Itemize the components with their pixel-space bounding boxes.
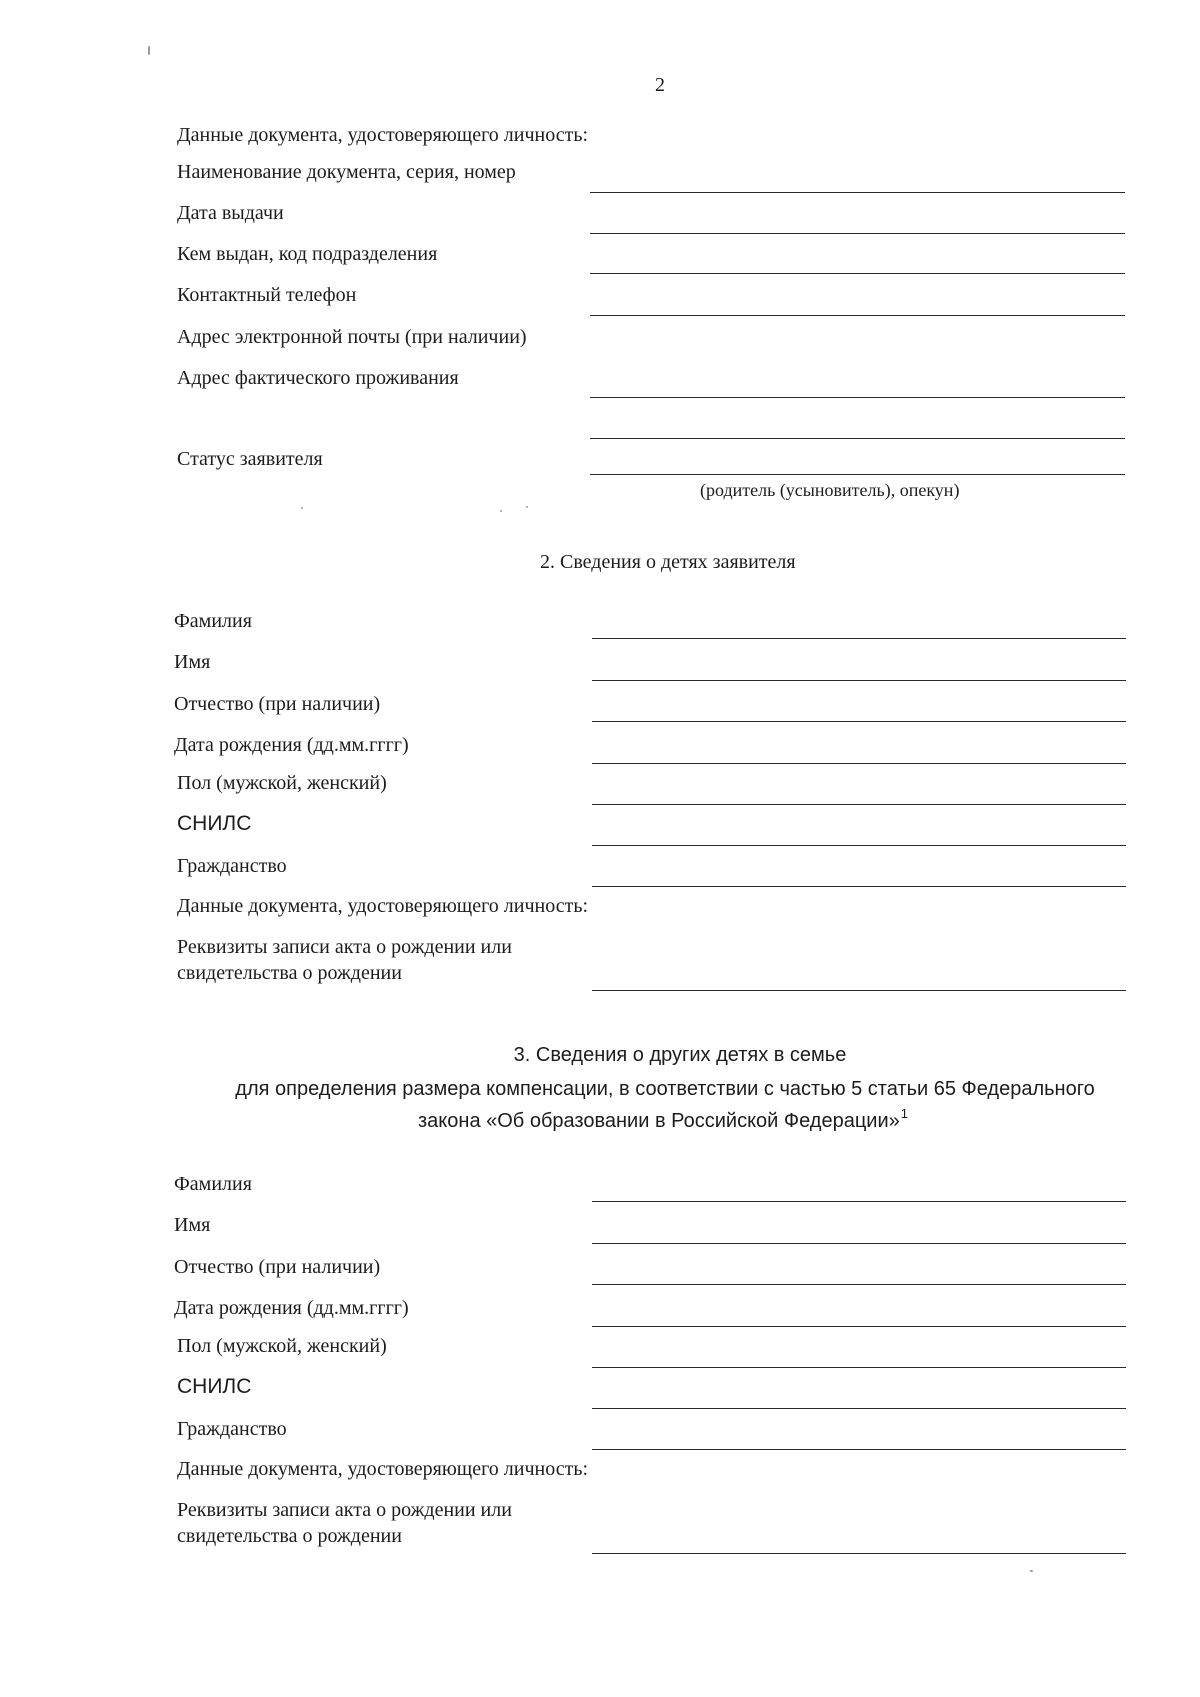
s2-citizenship-label: Гражданство xyxy=(177,855,287,877)
s3-patronymic-label: Отчество (при наличии) xyxy=(174,1256,381,1278)
footnote-mark: 1 xyxy=(900,1106,908,1121)
doc-name-field[interactable] xyxy=(590,192,1125,193)
s3-birthdate-label: Дата рождения (дд.мм.гггг) xyxy=(174,1297,409,1319)
s2-sex-field[interactable] xyxy=(592,804,1126,805)
s2-patronymic-label: Отчество (при наличии) xyxy=(174,693,381,715)
s2-snils-field[interactable] xyxy=(592,845,1126,846)
email-label: Адрес электронной почты (при наличии) xyxy=(177,326,527,348)
status-hint: (родитель (усыновитель), опекун) xyxy=(700,480,960,500)
s2-birthdate-field[interactable] xyxy=(592,763,1126,764)
s3-name-label: Имя xyxy=(174,1214,211,1236)
issue-date-field[interactable] xyxy=(590,233,1125,234)
s2-citizenship-field[interactable] xyxy=(592,886,1126,887)
s2-name-label: Имя xyxy=(174,651,211,673)
s3-citizenship-field[interactable] xyxy=(592,1449,1126,1450)
s2-sex-label: Пол (мужской, женский) xyxy=(177,772,387,794)
status-label: Статус заявителя xyxy=(177,448,323,470)
section3-subtitle-line2: закона «Об образовании в Российской Федерации» xyxy=(418,1110,900,1132)
s3-snils-field[interactable] xyxy=(592,1408,1126,1409)
s2-birthdate-label: Дата рождения (дд.мм.гггг) xyxy=(174,734,409,756)
s3-sex-field[interactable] xyxy=(592,1367,1126,1368)
doc-name-label: Наименование документа, серия, номер xyxy=(177,161,516,183)
scan-speck xyxy=(526,506,528,508)
s3-surname-label: Фамилия xyxy=(174,1173,252,1195)
phone-label: Контактный телефон xyxy=(177,284,357,306)
phone-field[interactable] xyxy=(590,315,1125,316)
s3-id-doc-label: Данные документа, удостоверяющего личность: xyxy=(177,1458,589,1480)
issue-date-label: Дата выдачи xyxy=(177,202,284,224)
section3-subtitle-line1: для определения размера компенсации, в соответствии с частью 5 статьи 65 Федерального xyxy=(235,1078,1095,1100)
s2-name-field[interactable] xyxy=(592,680,1126,681)
s2-birth-record-label-line1: Реквизиты записи акта о рождении или xyxy=(177,936,512,958)
s2-birth-record-label-line2: свидетельства о рождении xyxy=(177,962,402,984)
scan-speck xyxy=(148,46,150,55)
applicant-id-doc-heading: Данные документа, удостоверяющего личность: xyxy=(177,124,589,146)
s2-surname-field[interactable] xyxy=(592,638,1126,639)
s2-birth-record-field[interactable] xyxy=(592,990,1126,991)
status-field[interactable] xyxy=(590,474,1125,475)
address-field-line-1[interactable] xyxy=(590,397,1125,398)
s3-snils-label: СНИЛС xyxy=(177,1375,252,1398)
s3-birth-record-label-line1: Реквизиты записи акта о рождении или xyxy=(177,1499,512,1521)
section3-subtitle-line2-wrap xyxy=(0,1102,1200,1133)
s3-citizenship-label: Гражданство xyxy=(177,1418,287,1440)
s3-birth-record-field[interactable] xyxy=(592,1553,1126,1554)
scan-speck xyxy=(301,507,303,509)
s3-sex-label: Пол (мужской, женский) xyxy=(177,1335,387,1357)
address-label: Адрес фактического проживания xyxy=(177,367,459,389)
s3-patronymic-field[interactable] xyxy=(592,1284,1126,1285)
s2-patronymic-field[interactable] xyxy=(592,721,1126,722)
s3-birthdate-field[interactable] xyxy=(592,1326,1126,1327)
s2-snils-label: СНИЛС xyxy=(177,812,252,835)
issued-by-label: Кем выдан, код подразделения xyxy=(177,243,438,265)
scan-speck xyxy=(500,510,502,512)
section3-title: 3. Сведения о других детях в семье xyxy=(513,1044,847,1066)
s3-surname-field[interactable] xyxy=(592,1201,1126,1202)
issued-by-field[interactable] xyxy=(590,273,1125,274)
s2-surname-label: Фамилия xyxy=(174,610,252,632)
page-number: 2 xyxy=(655,74,665,96)
s2-id-doc-label: Данные документа, удостоверяющего личность: xyxy=(177,895,589,917)
s3-name-field[interactable] xyxy=(592,1243,1126,1244)
s3-birth-record-label-line2: свидетельства о рождении xyxy=(177,1525,402,1547)
address-field-line-2[interactable] xyxy=(590,438,1125,439)
section2-title: 2. Сведения о детях заявителя xyxy=(540,551,796,573)
scan-speck xyxy=(1030,1570,1033,1572)
